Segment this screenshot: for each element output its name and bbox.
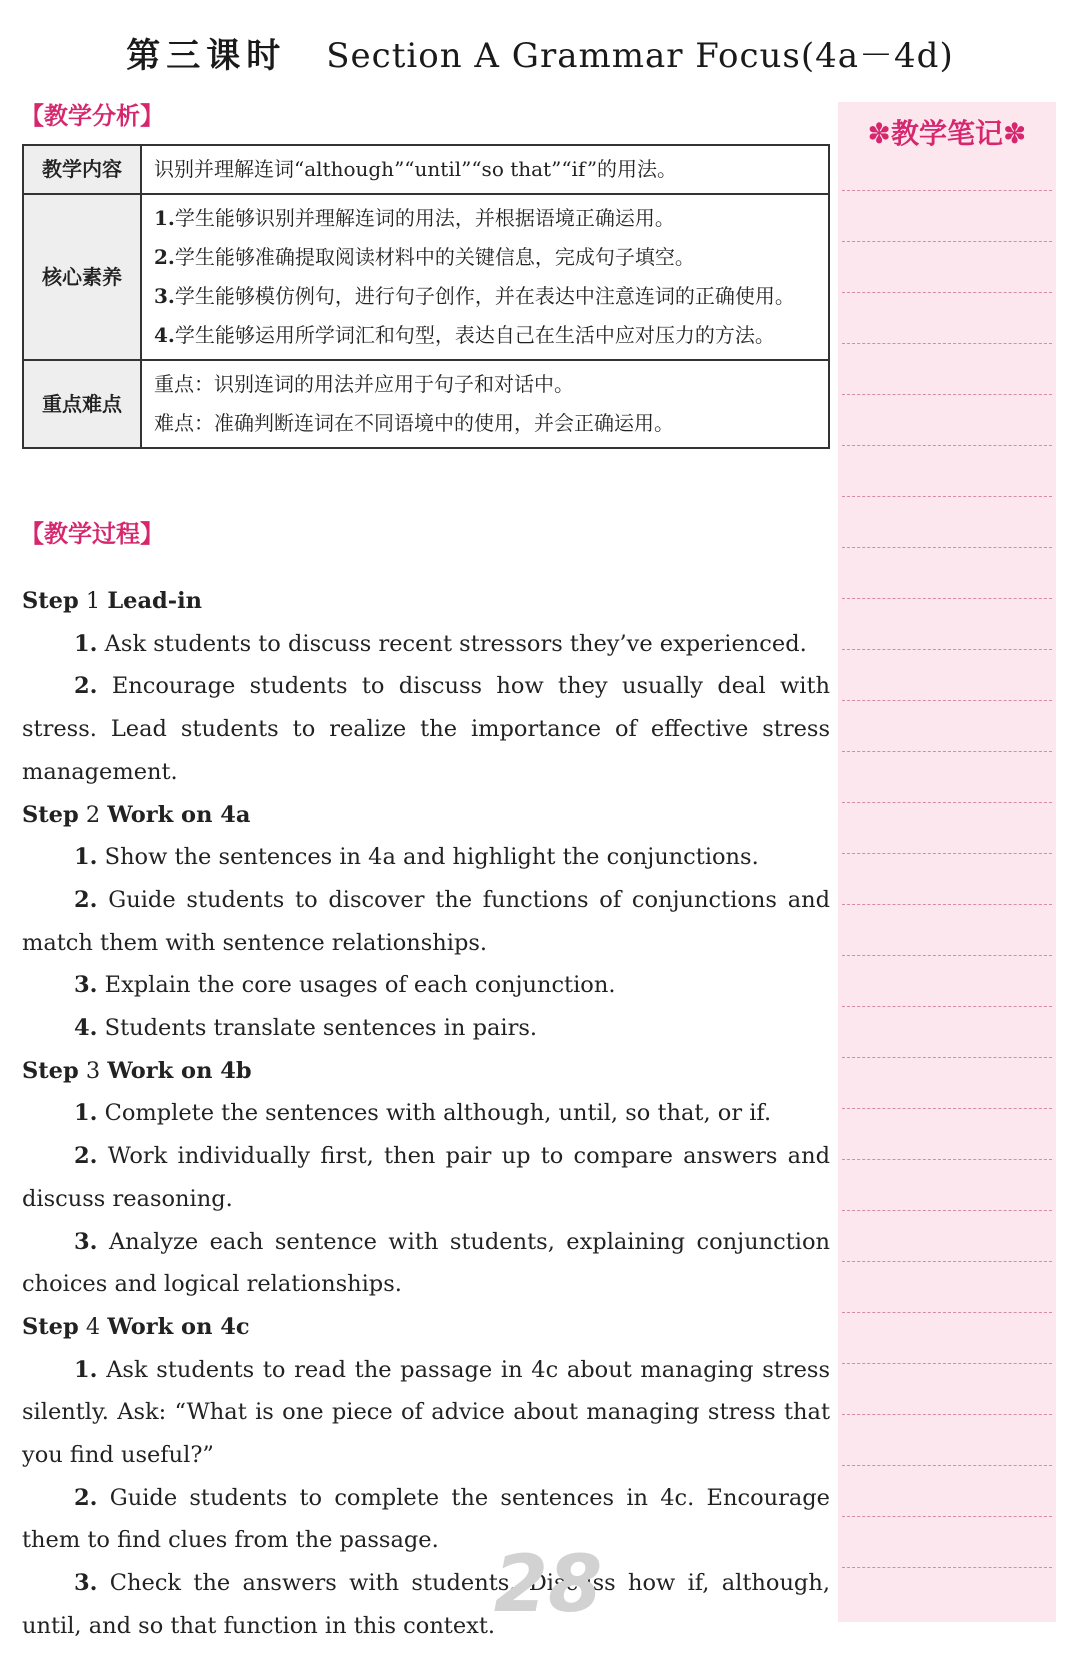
note-line [842, 1414, 1052, 1415]
note-line [842, 598, 1052, 599]
note-line [842, 1567, 1052, 1568]
note-line [842, 292, 1052, 293]
note-line [842, 1108, 1052, 1109]
key-point: 重点：识别连词的用法并应用于句子和对话中。 [154, 372, 574, 396]
note-line [842, 853, 1052, 854]
teaching-process [22, 580, 830, 1648]
note-line [842, 751, 1052, 752]
note-line [842, 241, 1052, 242]
step-item: 2. Guide students to discover the functions of conjunctions and match them with sentence relationships. [22, 886, 831, 956]
list-item: 1.学生能够识别并理解连词的用法，并根据语境正确运用。 [154, 206, 675, 230]
notes-title: ✽教学笔记✽ [867, 117, 1027, 150]
note-line [842, 1312, 1052, 1313]
core-label: 核心素养 [23, 194, 141, 360]
step-item: 2. Work individually first, then pair up to compare answers and discuss reasoning. [22, 1143, 830, 1212]
process-heading: 【教学过程】 [20, 520, 164, 548]
note-line [842, 649, 1052, 650]
note-line [842, 1465, 1052, 1466]
note-line [842, 1210, 1052, 1211]
core-list [141, 194, 829, 360]
content-label: 教学内容 [23, 145, 141, 194]
page-number: 28 [493, 1540, 603, 1630]
step-item: 1. Show the sentences in 4a and highlight the conjunctions. [74, 844, 759, 871]
step-item: 3. Analyze each sentence with students, explaining conjunction choices and logical relationships. [22, 1228, 830, 1298]
list-item: 4.学生能够运用所学词汇和句型，表达自己在生活中应对压力的方法。 [154, 323, 775, 347]
step-heading: Step 1 Lead-in [22, 588, 203, 614]
list-item: 3.学生能够模仿例句，进行句子创作，并在表达中注意连词的正确使用。 [154, 284, 795, 308]
step-item: 1. Complete the sentences with although, until, so that, or if. [74, 1100, 772, 1127]
lesson-number: 第三课时 [126, 36, 287, 76]
table-row [23, 145, 829, 194]
step-heading: Step 2 Work on 4a [22, 801, 251, 828]
note-line [842, 496, 1052, 497]
note-line [842, 802, 1052, 803]
note-line [842, 190, 1052, 191]
focus-text [141, 360, 829, 448]
note-line [842, 955, 1052, 956]
note-line [842, 1159, 1052, 1160]
analysis-table [22, 144, 830, 449]
note-line [842, 1261, 1052, 1262]
note-line [842, 1006, 1052, 1007]
note-line [842, 904, 1052, 905]
note-line [842, 1057, 1052, 1058]
note-line [842, 394, 1052, 395]
step-heading: Step 4 Work on 4c [22, 1313, 250, 1340]
content-text: 识别并理解连词“although”“until”“so that”“if”的用法。 [141, 145, 829, 194]
step-item: 2. Encourage students to discuss how they usually deal with stress. Lead students to realize the importance of effective stress management. [22, 673, 830, 785]
note-line [842, 343, 1052, 344]
analysis-heading: 【教学分析】 [20, 102, 164, 130]
table-row [23, 360, 829, 448]
lesson-title: Section A Grammar Focus(4a－4d) [326, 36, 954, 76]
notes-panel [838, 102, 1056, 1622]
step-item: 1. Ask students to read the passage in 4c about managing stress silently. Ask: “What is one piece of advice about managing stress that you find useful?” [22, 1356, 830, 1469]
difficult-point: 难点：准确判断连词在不同语境中的使用，并会正确运用。 [154, 411, 674, 435]
step-item: 3. Explain the core usages of each conjunction. [74, 972, 616, 999]
page-title [0, 28, 1080, 77]
list-item: 2.学生能够准确提取阅读材料中的关键信息，完成句子填空。 [154, 245, 695, 269]
note-line [842, 1363, 1052, 1364]
note-line [842, 445, 1052, 446]
focus-label: 重点难点 [23, 360, 141, 448]
step-item: 1. Ask students to discuss recent stressors they’ve experienced. [74, 630, 807, 657]
note-line [842, 1516, 1052, 1517]
table-row [23, 194, 829, 360]
step-heading: Step 3 Work on 4b [22, 1057, 252, 1084]
note-line [842, 547, 1052, 548]
note-line [842, 700, 1052, 701]
step-item: 3. Check the answers with students. Discuss how if, although, until, and so that function in this context. [22, 1570, 830, 1639]
step-item: 4. Students translate sentences in pairs. [74, 1015, 538, 1042]
step-item: 2. Guide students to complete the sentences in 4c. Encourage them to find clues from the passage. [22, 1484, 830, 1554]
